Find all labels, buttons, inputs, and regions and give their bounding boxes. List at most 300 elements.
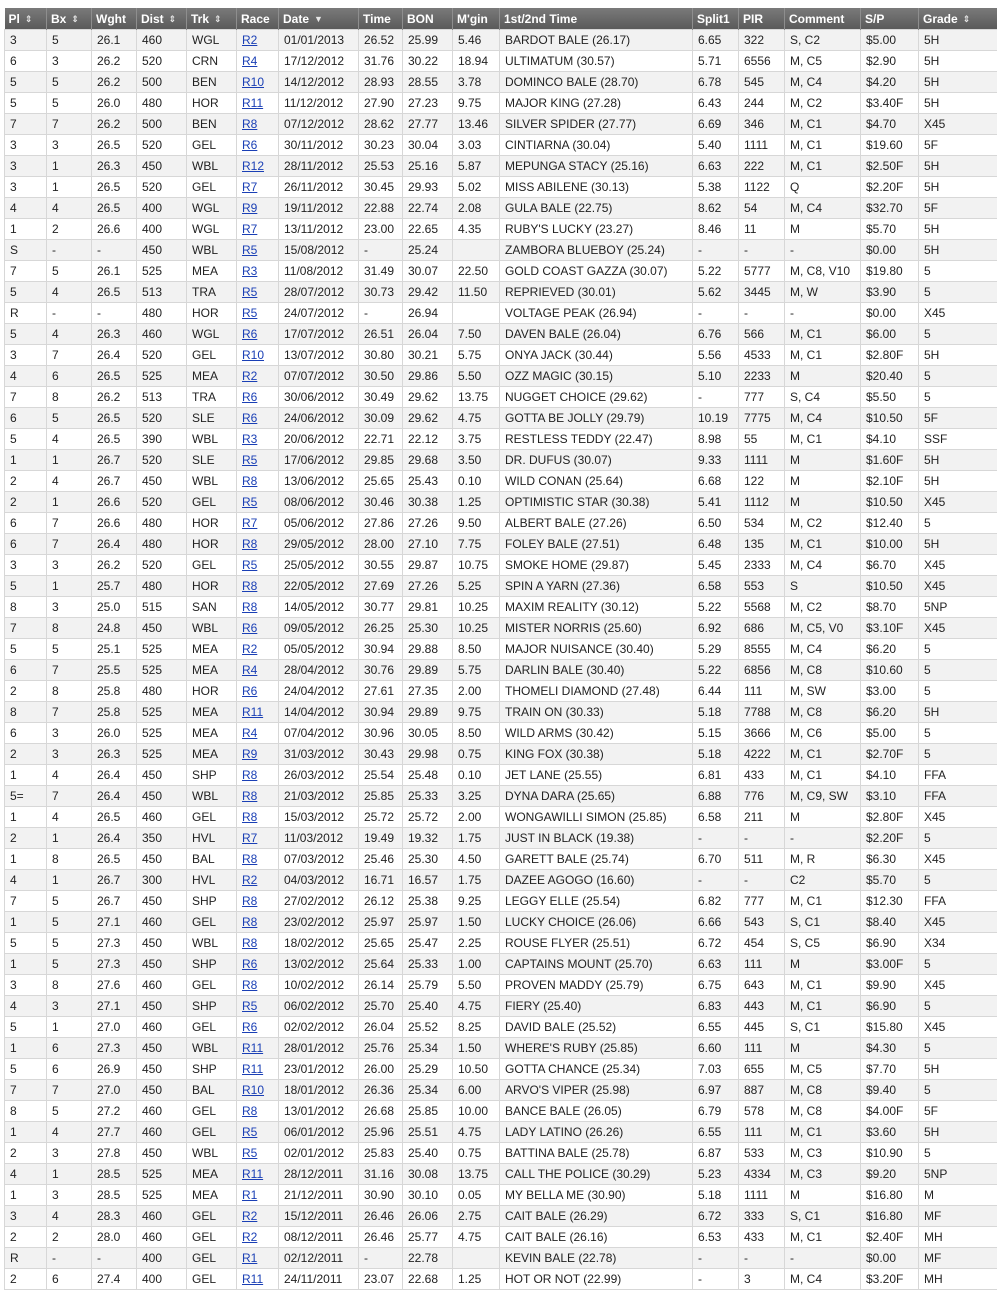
cell-sp: $5.50 <box>861 387 919 408</box>
race-link[interactable]: R5 <box>242 306 258 320</box>
cell-mgin: 5.75 <box>453 345 500 366</box>
cell-mgin: 11.50 <box>453 282 500 303</box>
race-link[interactable]: R8 <box>242 600 258 614</box>
cell-grade: 5 <box>919 324 997 345</box>
cell-time: 26.68 <box>359 1101 403 1122</box>
cell-trk: SHP <box>187 1059 237 1080</box>
race-link[interactable]: R2 <box>242 1230 258 1244</box>
cell-trk: MEA <box>187 1164 237 1185</box>
race-link[interactable]: R6 <box>242 957 258 971</box>
cell-bon: 29.81 <box>403 597 453 618</box>
table-row <box>5 1080 997 1101</box>
cell-date: 02/12/2011 <box>279 1248 359 1269</box>
cell-wght: - <box>92 303 137 324</box>
race-link[interactable]: R11 <box>242 1041 264 1055</box>
cell-time: 25.65 <box>359 933 403 954</box>
cell-dist: 500 <box>137 72 187 93</box>
cell-bx: 4 <box>47 282 92 303</box>
column-header-date[interactable] <box>279 8 359 30</box>
cell-sp: $2.80F <box>861 807 919 828</box>
cell-bx: 7 <box>47 702 92 723</box>
column-header-label: Trk <box>191 11 210 26</box>
cell-pir: 776 <box>739 786 785 807</box>
cell-pl: 6 <box>5 660 47 681</box>
cell-comment: M, C1 <box>785 534 861 555</box>
column-header-race <box>237 8 279 30</box>
cell-race <box>237 30 279 51</box>
cell-grade: 5 <box>919 1038 997 1059</box>
table-row <box>5 996 997 1017</box>
table-row <box>5 576 997 597</box>
cell-race <box>237 1269 279 1290</box>
column-header-label: Bx <box>51 11 67 26</box>
sort-both-icon[interactable]: ⇕ <box>214 13 222 24</box>
cell-trk: GEL <box>187 345 237 366</box>
race-link[interactable]: R10 <box>242 75 265 89</box>
cell-bx: 6 <box>47 1269 92 1290</box>
cell-sp: $12.40 <box>861 513 919 534</box>
cell-bx: 5 <box>47 93 92 114</box>
cell-trk: GEL <box>187 555 237 576</box>
race-link[interactable]: R8 <box>242 768 258 782</box>
cell-mgin: 7.50 <box>453 324 500 345</box>
cell-race <box>237 1017 279 1038</box>
race-link[interactable]: R8 <box>242 894 258 908</box>
column-header-bx[interactable] <box>47 8 92 30</box>
race-link[interactable]: R2 <box>242 33 258 47</box>
race-link[interactable]: R6 <box>242 411 258 425</box>
table-row <box>5 1185 997 1206</box>
cell-wght: 27.0 <box>92 1080 137 1101</box>
cell-bx: 6 <box>47 1059 92 1080</box>
cell-time: 30.73 <box>359 282 403 303</box>
cell-split1: 8.62 <box>693 198 739 219</box>
cell-comment: S <box>785 576 861 597</box>
cell-grade: 5F <box>919 198 997 219</box>
race-link[interactable]: R11 <box>242 1167 264 1181</box>
race-link[interactable]: R8 <box>242 579 258 593</box>
cell-trk: HOR <box>187 93 237 114</box>
race-link[interactable]: R1 <box>242 1251 258 1265</box>
cell-split1: 5.29 <box>693 639 739 660</box>
cell-wght: 26.7 <box>92 471 137 492</box>
cell-comment: - <box>785 828 861 849</box>
cell-pl: 6 <box>5 51 47 72</box>
race-link[interactable]: R8 <box>242 810 258 824</box>
cell-split1: 6.58 <box>693 807 739 828</box>
cell-first_second: THOMELI DIAMOND (27.48) <box>500 681 693 702</box>
cell-date: 23/01/2012 <box>279 1059 359 1080</box>
cell-bx: 3 <box>47 996 92 1017</box>
race-link[interactable]: R6 <box>242 621 258 635</box>
cell-sp: $3.60 <box>861 1122 919 1143</box>
column-header-label: S/P <box>865 11 885 26</box>
column-header-pl[interactable] <box>5 8 47 30</box>
cell-wght: 26.5 <box>92 135 137 156</box>
race-link[interactable]: R7 <box>242 831 258 845</box>
cell-date: 27/02/2012 <box>279 891 359 912</box>
cell-grade: MH <box>919 1227 997 1248</box>
cell-bon: 29.89 <box>403 702 453 723</box>
cell-dist: 525 <box>137 1164 187 1185</box>
cell-sp: $2.50F <box>861 156 919 177</box>
cell-race <box>237 429 279 450</box>
cell-dist: 350 <box>137 828 187 849</box>
cell-race <box>237 1227 279 1248</box>
cell-date: 17/06/2012 <box>279 450 359 471</box>
cell-pir: 545 <box>739 72 785 93</box>
cell-pl: 7 <box>5 618 47 639</box>
cell-bx: 1 <box>47 870 92 891</box>
cell-sp: $20.40 <box>861 366 919 387</box>
cell-mgin: 9.25 <box>453 891 500 912</box>
cell-bon: 19.32 <box>403 828 453 849</box>
table-row <box>5 723 997 744</box>
race-link[interactable]: R5 <box>242 1125 258 1139</box>
cell-date: 10/02/2012 <box>279 975 359 996</box>
sort-both-icon[interactable]: ⇕ <box>71 13 79 24</box>
cell-time: 30.45 <box>359 177 403 198</box>
race-link[interactable]: R6 <box>242 684 258 698</box>
cell-mgin: 3.25 <box>453 786 500 807</box>
cell-race <box>237 807 279 828</box>
column-header-label: Split1 <box>697 11 730 26</box>
cell-pir: 566 <box>739 324 785 345</box>
sort-both-icon[interactable]: ⇕ <box>168 13 177 24</box>
cell-comment: M, C4 <box>785 408 861 429</box>
cell-trk: WGL <box>187 198 237 219</box>
cell-sp: $4.10 <box>861 429 919 450</box>
cell-pl: 3 <box>5 975 47 996</box>
cell-first_second: RUBY'S LUCKY (23.27) <box>500 219 693 240</box>
race-link[interactable]: R2 <box>242 1209 258 1223</box>
cell-comment: S, C1 <box>785 1017 861 1038</box>
cell-first_second: JUST IN BLACK (19.38) <box>500 828 693 849</box>
cell-sp: $9.90 <box>861 975 919 996</box>
cell-date: 11/12/2012 <box>279 93 359 114</box>
cell-grade: X45 <box>919 303 997 324</box>
race-link[interactable]: R11 <box>242 705 264 719</box>
race-link[interactable]: R6 <box>242 138 258 152</box>
cell-split1: - <box>693 1248 739 1269</box>
cell-wght: 26.3 <box>92 324 137 345</box>
cell-first_second: FOLEY BALE (27.51) <box>500 534 693 555</box>
race-link[interactable]: R6 <box>242 1020 258 1034</box>
cell-pir: 346 <box>739 114 785 135</box>
race-link[interactable]: R8 <box>242 1104 258 1118</box>
cell-first_second: PROVEN MADDY (25.79) <box>500 975 693 996</box>
cell-bx: - <box>47 1248 92 1269</box>
cell-sp: $3.20F <box>861 1269 919 1290</box>
cell-mgin: 18.94 <box>453 51 500 72</box>
cell-first_second: BATTINA BALE (25.78) <box>500 1143 693 1164</box>
cell-split1: 9.33 <box>693 450 739 471</box>
race-link[interactable]: R8 <box>242 117 258 131</box>
cell-date: 31/03/2012 <box>279 744 359 765</box>
cell-wght: 28.3 <box>92 1206 137 1227</box>
cell-time: 26.04 <box>359 1017 403 1038</box>
cell-first_second: LUCKY CHOICE (26.06) <box>500 912 693 933</box>
cell-pir: 211 <box>739 807 785 828</box>
cell-first_second: REPRIEVED (30.01) <box>500 282 693 303</box>
cell-bx: 7 <box>47 534 92 555</box>
race-link[interactable]: R11 <box>242 1272 264 1286</box>
race-link[interactable]: R5 <box>242 1146 258 1160</box>
race-link[interactable]: R2 <box>242 369 258 383</box>
cell-split1: 5.22 <box>693 660 739 681</box>
race-link[interactable]: R3 <box>242 432 258 446</box>
cell-bx: 4 <box>47 1206 92 1227</box>
cell-time: 25.76 <box>359 1038 403 1059</box>
race-link[interactable]: R2 <box>242 873 258 887</box>
column-header-trk[interactable] <box>187 8 237 30</box>
cell-first_second: DAVEN BALE (26.04) <box>500 324 693 345</box>
cell-dist: 500 <box>137 114 187 135</box>
cell-split1: 5.22 <box>693 261 739 282</box>
race-link[interactable]: R8 <box>242 474 258 488</box>
cell-race <box>237 513 279 534</box>
cell-race <box>237 135 279 156</box>
race-link[interactable]: R4 <box>242 726 258 740</box>
cell-trk: SAN <box>187 597 237 618</box>
sort-both-icon[interactable]: ⇕ <box>24 13 33 24</box>
cell-wght: 26.5 <box>92 807 137 828</box>
cell-bx: 3 <box>47 555 92 576</box>
cell-dist: 525 <box>137 723 187 744</box>
cell-date: 15/08/2012 <box>279 240 359 261</box>
cell-race <box>237 786 279 807</box>
race-link[interactable]: R6 <box>242 390 258 404</box>
race-link[interactable]: R11 <box>242 1062 264 1076</box>
race-link[interactable]: R5 <box>242 243 258 257</box>
cell-mgin: 4.50 <box>453 849 500 870</box>
cell-time: 16.71 <box>359 870 403 891</box>
cell-time: 30.80 <box>359 345 403 366</box>
cell-date: 14/04/2012 <box>279 702 359 723</box>
race-link[interactable]: R5 <box>242 495 258 509</box>
cell-race <box>237 933 279 954</box>
cell-bx: 7 <box>47 513 92 534</box>
cell-split1: 10.19 <box>693 408 739 429</box>
cell-pl: 6 <box>5 723 47 744</box>
cell-bx: 5 <box>47 408 92 429</box>
cell-bx: 5 <box>47 72 92 93</box>
cell-dist: 450 <box>137 933 187 954</box>
cell-dist: 450 <box>137 471 187 492</box>
cell-first_second: MAJOR NUISANCE (30.40) <box>500 639 693 660</box>
race-link[interactable]: R7 <box>242 180 258 194</box>
cell-pl: 6 <box>5 513 47 534</box>
cell-time: 25.72 <box>359 807 403 828</box>
cell-race <box>237 639 279 660</box>
cell-sp: $0.00 <box>861 303 919 324</box>
race-link[interactable]: R8 <box>242 936 258 950</box>
table-row <box>5 324 997 345</box>
cell-wght: 28.0 <box>92 1227 137 1248</box>
cell-date: 30/06/2012 <box>279 387 359 408</box>
sort-desc-icon[interactable]: ▼ <box>314 13 323 24</box>
column-header-label: PIR <box>743 11 764 26</box>
cell-sp: $4.70 <box>861 114 919 135</box>
table-row <box>5 975 997 996</box>
table-row <box>5 786 997 807</box>
cell-wght: 25.7 <box>92 576 137 597</box>
cell-mgin: 5.46 <box>453 30 500 51</box>
race-link[interactable]: R5 <box>242 999 258 1013</box>
race-link[interactable]: R8 <box>242 537 258 551</box>
race-link[interactable]: R12 <box>242 159 265 173</box>
table-row <box>5 492 997 513</box>
cell-dist: 460 <box>137 912 187 933</box>
cell-bx: 4 <box>47 429 92 450</box>
cell-first_second: BARDOT BALE (26.17) <box>500 30 693 51</box>
cell-bon: 27.23 <box>403 93 453 114</box>
race-link[interactable]: R5 <box>242 453 258 467</box>
cell-time: 23.07 <box>359 1269 403 1290</box>
cell-sp: $4.20 <box>861 72 919 93</box>
column-header-pir <box>739 8 785 30</box>
race-link[interactable]: R4 <box>242 54 258 68</box>
cell-pl: 3 <box>5 555 47 576</box>
cell-pl: 3 <box>5 30 47 51</box>
cell-time: 26.52 <box>359 30 403 51</box>
cell-grade: 5H <box>919 30 997 51</box>
table-row <box>5 30 997 51</box>
race-link[interactable]: R9 <box>242 201 258 215</box>
cell-pir: 454 <box>739 933 785 954</box>
cell-trk: MEA <box>187 639 237 660</box>
table-row <box>5 618 997 639</box>
cell-pir: 55 <box>739 429 785 450</box>
cell-trk: MEA <box>187 744 237 765</box>
column-header-grade[interactable] <box>919 8 997 30</box>
cell-trk: WGL <box>187 324 237 345</box>
cell-date: 05/06/2012 <box>279 513 359 534</box>
cell-first_second: NUGGET CHOICE (29.62) <box>500 387 693 408</box>
cell-bx: - <box>47 303 92 324</box>
cell-first_second: MEPUNGA STACY (25.16) <box>500 156 693 177</box>
race-link[interactable]: R5 <box>242 285 258 299</box>
cell-race <box>237 744 279 765</box>
cell-wght: 26.7 <box>92 870 137 891</box>
cell-pl: 2 <box>5 471 47 492</box>
cell-split1: 8.46 <box>693 219 739 240</box>
cell-comment: M, C2 <box>785 597 861 618</box>
cell-first_second: DARLIN BALE (30.40) <box>500 660 693 681</box>
cell-split1: 6.55 <box>693 1122 739 1143</box>
cell-time: 25.85 <box>359 786 403 807</box>
cell-first_second: DAZEE AGOGO (16.60) <box>500 870 693 891</box>
race-link[interactable]: R6 <box>242 327 258 341</box>
race-link[interactable]: R8 <box>242 978 258 992</box>
cell-bx: 8 <box>47 681 92 702</box>
table-row <box>5 51 997 72</box>
cell-trk: GEL <box>187 807 237 828</box>
race-link[interactable]: R1 <box>242 1188 258 1202</box>
column-header-label: Dist <box>141 11 164 26</box>
race-link[interactable]: R7 <box>242 222 258 236</box>
cell-pir: 6556 <box>739 51 785 72</box>
table-row <box>5 660 997 681</box>
cell-dist: 520 <box>137 492 187 513</box>
cell-bon: 25.52 <box>403 1017 453 1038</box>
race-link[interactable]: R3 <box>242 264 258 278</box>
cell-dist: 460 <box>137 324 187 345</box>
column-header-label: 1st/2nd Time <box>504 11 578 26</box>
cell-first_second: MISS ABILENE (30.13) <box>500 177 693 198</box>
cell-bx: 1 <box>47 177 92 198</box>
cell-race <box>237 975 279 996</box>
cell-dist: 520 <box>137 345 187 366</box>
race-link[interactable]: R8 <box>242 789 258 803</box>
cell-comment: M, C3 <box>785 1164 861 1185</box>
column-header-bon <box>403 8 453 30</box>
race-link[interactable]: R5 <box>242 558 258 572</box>
cell-pl: S <box>5 240 47 261</box>
cell-bx: 5 <box>47 933 92 954</box>
cell-bx: 5 <box>47 954 92 975</box>
race-link[interactable]: R10 <box>242 1083 265 1097</box>
cell-first_second: GULA BALE (22.75) <box>500 198 693 219</box>
table-row <box>5 240 997 261</box>
race-link[interactable]: R4 <box>242 663 258 677</box>
race-link[interactable]: R11 <box>242 96 264 110</box>
cell-mgin: 4.35 <box>453 219 500 240</box>
cell-wght: 26.6 <box>92 513 137 534</box>
cell-split1: 5.45 <box>693 555 739 576</box>
cell-wght: 27.7 <box>92 1122 137 1143</box>
sort-both-icon[interactable]: ⇕ <box>962 13 971 24</box>
cell-pir: 443 <box>739 996 785 1017</box>
cell-pir: 445 <box>739 1017 785 1038</box>
race-link[interactable]: R2 <box>242 642 258 656</box>
cell-grade: X45 <box>919 114 997 135</box>
cell-pl: 8 <box>5 1101 47 1122</box>
cell-dist: 390 <box>137 429 187 450</box>
cell-comment: M, C8 <box>785 1080 861 1101</box>
cell-bon: 25.30 <box>403 849 453 870</box>
cell-comment: S, C5 <box>785 933 861 954</box>
cell-comment: M, C1 <box>785 114 861 135</box>
race-link[interactable]: R10 <box>242 348 265 362</box>
cell-bon: 30.04 <box>403 135 453 156</box>
cell-time: 27.61 <box>359 681 403 702</box>
cell-bx: 4 <box>47 1122 92 1143</box>
race-link[interactable]: R9 <box>242 747 258 761</box>
cell-sp: $9.40 <box>861 1080 919 1101</box>
cell-split1: 7.03 <box>693 1059 739 1080</box>
cell-date: 01/01/2013 <box>279 30 359 51</box>
cell-comment: M, C8 <box>785 1101 861 1122</box>
cell-bon: 26.94 <box>403 303 453 324</box>
cell-bon: 25.51 <box>403 1122 453 1143</box>
cell-bon: 25.34 <box>403 1080 453 1101</box>
race-link[interactable]: R8 <box>242 915 258 929</box>
cell-sp: $7.70 <box>861 1059 919 1080</box>
cell-bon: 25.97 <box>403 912 453 933</box>
cell-sp: $2.20F <box>861 177 919 198</box>
column-header-dist[interactable] <box>137 8 187 30</box>
cell-grade: 5H <box>919 471 997 492</box>
table-row <box>5 345 997 366</box>
cell-bx: - <box>47 240 92 261</box>
cell-date: 13/11/2012 <box>279 219 359 240</box>
cell-race <box>237 849 279 870</box>
race-link[interactable]: R7 <box>242 516 258 530</box>
cell-race <box>237 408 279 429</box>
race-link[interactable]: R8 <box>242 852 258 866</box>
table-row <box>5 282 997 303</box>
